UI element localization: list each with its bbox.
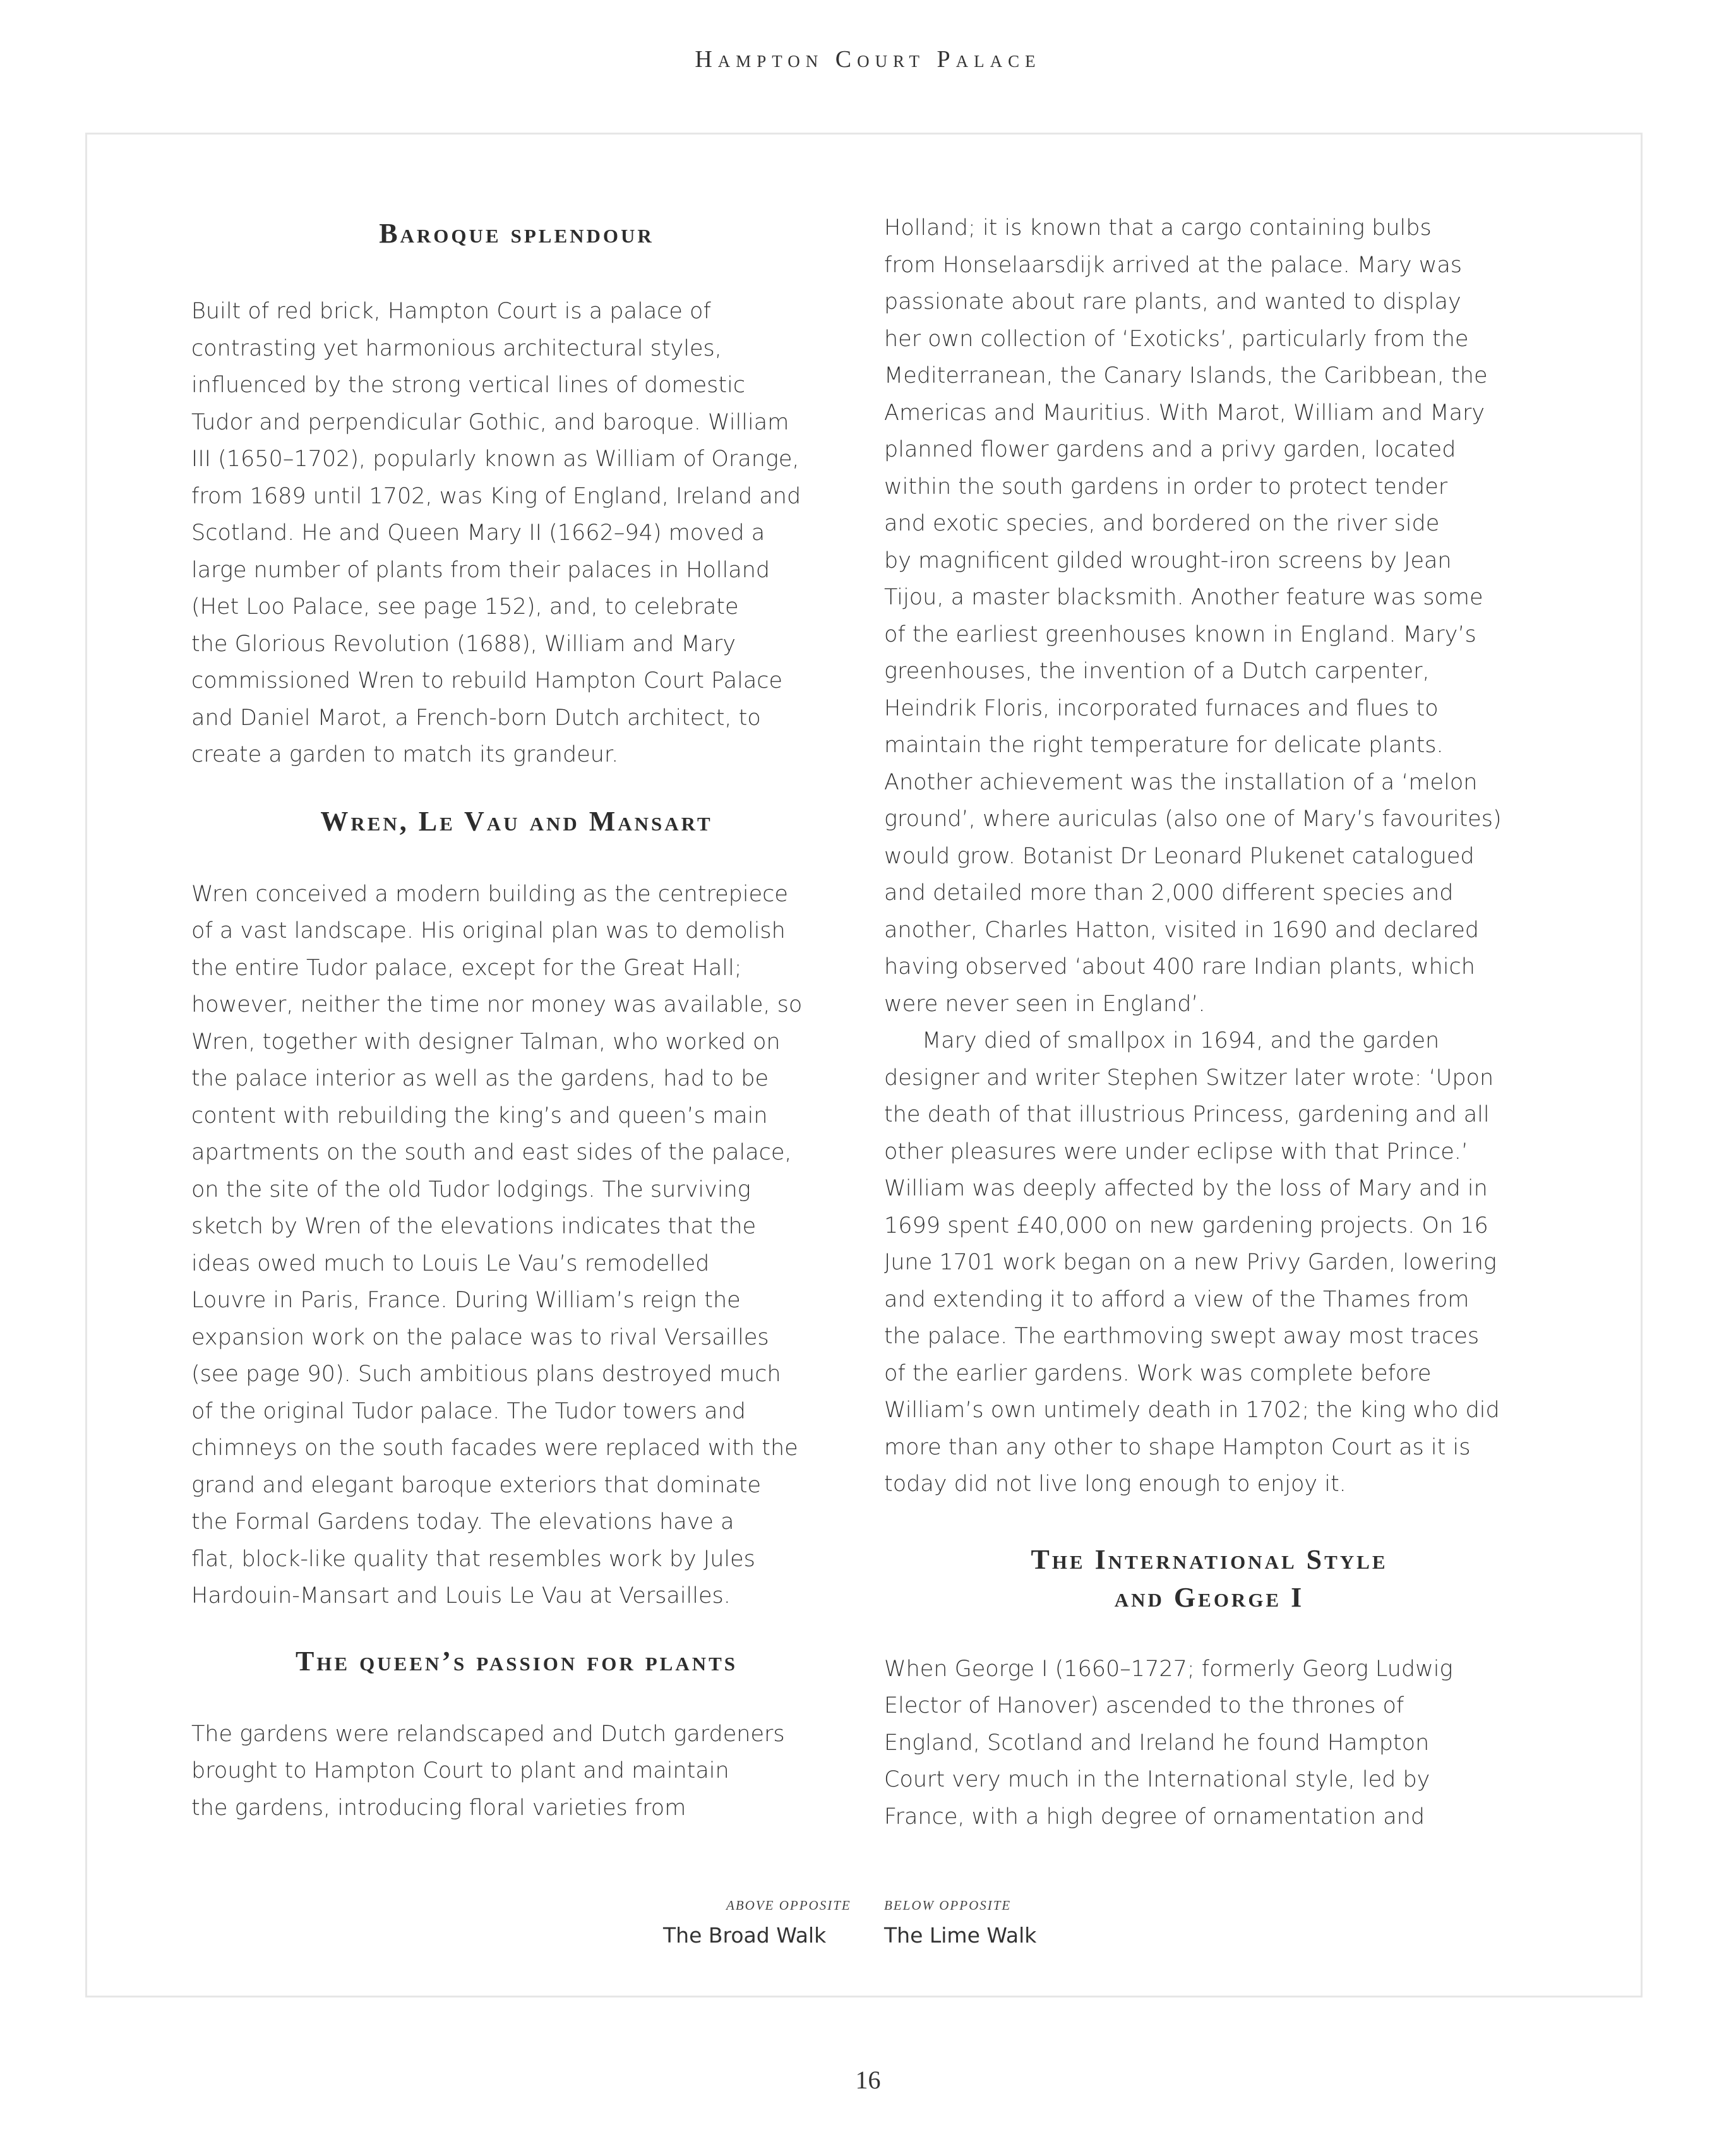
text-line: William’s own untimely death in 1702; the king who did <box>884 1398 1500 1423</box>
text-line: Mediterranean, the Canary Islands, the Caribbean, the <box>884 363 1488 388</box>
text-line: and extending it to afford a view of the Thames from <box>884 1286 1470 1312</box>
text-line: (see page 90). Such ambitious plans destroyed much <box>191 1362 781 1387</box>
text-line: however, neither the time nor money was available, so <box>191 992 803 1017</box>
section-heading-queens-passion: The queen’s passion for plants <box>295 1645 738 1677</box>
text-line: within the south gardens in order to protect tender <box>884 474 1448 500</box>
text-line: When George I (1660–1727; formerly Georg Ludwig <box>884 1656 1453 1682</box>
text-line: other pleasures were under eclipse with that Prince.’ <box>884 1139 1469 1165</box>
left-column <box>191 215 842 1826</box>
text-line: contrasting yet harmonious architectural styles, <box>191 335 722 361</box>
text-line: Built of red brick, Hampton Court is a palace of <box>191 299 711 324</box>
text-line: the death of that illustrious Princess, gardening and all <box>884 1102 1490 1127</box>
text-line: Holland; it is known that a cargo containing bulbs <box>884 215 1432 241</box>
text-line: and Daniel Marot, a French-born Dutch architect, to <box>191 705 761 731</box>
text-line: Tijou, a master blacksmith. Another feature was some <box>884 585 1483 610</box>
text-line: Elector of Hanover) ascended to the thrones of <box>884 1693 1404 1718</box>
text-line: the Glorious Revolution (1688), William and Mary <box>191 631 736 657</box>
caption-label-above-opposite: ABOVE OPPOSITE <box>726 1898 851 1913</box>
caption-text-broad-walk: The Broad Walk <box>663 1923 827 1948</box>
text-line: large number of plants from their palaces in Holland <box>191 557 770 583</box>
section-heading-baroque-splendour: Baroque splendour <box>379 218 654 249</box>
text-line: grand and elegant baroque exteriors that dominate <box>191 1472 762 1498</box>
text-line: chimneys on the south facades were replaced with the <box>191 1435 798 1461</box>
text-line: apartments on the south and east sides of the palace, <box>191 1140 792 1165</box>
text-line: her own collection of ‘Exoticks’, particularly from the <box>884 326 1469 352</box>
caption-text-lime-walk: The Lime Walk <box>884 1923 1037 1948</box>
text-line: Scotland. He and Queen Mary II (1662–94) moved a <box>191 520 765 546</box>
text-line: Louvre in Paris, France. During William’s reign the <box>191 1288 741 1313</box>
text-line: today did not live long enough to enjoy it. <box>884 1471 1346 1497</box>
text-line: Hardouin-Mansart and Louis Le Vau at Versailles. <box>191 1583 731 1608</box>
text-line: and exotic species, and bordered on the river side <box>884 511 1440 536</box>
text-line: create a garden to match its grandeur. <box>191 742 619 767</box>
text-line: sketch by Wren of the elevations indicates that the <box>191 1214 757 1239</box>
paragraph-gardens-continued <box>884 210 1535 1022</box>
text-line: of the original Tudor palace. The Tudor towers and <box>191 1398 746 1424</box>
text-line: the Formal Gardens today. The elevations have a <box>191 1509 734 1535</box>
text-line: from Honselaarsdijk arrived at the palace. Mary was <box>884 252 1463 278</box>
text-line: (Het Loo Palace, see page 152), and, to celebrate <box>191 594 739 620</box>
text-line: 1699 spent £40,000 on new gardening projects. On 16 <box>884 1213 1488 1238</box>
text-line: The gardens were relandscaped and Dutch gardeners <box>191 1721 785 1747</box>
text-line: England, Scotland and Ireland he found Hampton <box>884 1730 1430 1756</box>
text-line: would grow. Botanist Dr Leonard Plukenet catalogued <box>884 843 1475 869</box>
text-line: by magnificent gilded wrought-iron screens by Jean <box>884 548 1452 573</box>
paragraph-george-i <box>884 1651 1535 1836</box>
text-line: of the earliest greenhouses known in England. Mary’s <box>884 621 1476 647</box>
right-column <box>884 215 1535 1835</box>
text-line: designer and writer Stephen Switzer later wrote: ‘Upon <box>884 1065 1494 1091</box>
text-line: on the site of the old Tudor lodgings. The surviving <box>191 1177 751 1202</box>
text-line: William was deeply affected by the loss of Mary and in <box>884 1176 1488 1201</box>
text-line: June 1701 work began on a new Privy Garden, lowering <box>884 1250 1497 1275</box>
text-line: the entire Tudor palace, except for the Great Hall; <box>191 955 742 981</box>
text-line: the palace. The earthmoving swept away most traces <box>884 1324 1480 1349</box>
text-line: expansion work on the palace was to rival Versailles <box>191 1324 769 1350</box>
text-line: the palace interior as well as the gardens, had to be <box>191 1066 769 1091</box>
text-line: passionate about rare plants, and wanted to display <box>884 289 1461 314</box>
paragraph-baroque-splendour <box>191 293 842 774</box>
text-line: brought to Hampton Court to plant and maintain <box>191 1758 729 1783</box>
section-heading-international-style <box>884 1541 1535 1617</box>
text-line: Another achievement was the installation of a ‘melon <box>884 769 1478 795</box>
heading-line-2: and George I <box>1114 1581 1305 1613</box>
text-line: planned flower gardens and a privy garden, located <box>884 437 1456 462</box>
text-line: influenced by the strong vertical lines of domestic <box>191 373 746 398</box>
text-line: content with rebuilding the king’s and queen’s main <box>191 1103 768 1129</box>
text-line: more than any other to shape Hampton Court as it is <box>884 1434 1471 1460</box>
text-line: maintain the right temperature for delicate plants. <box>884 733 1444 758</box>
text-line: having observed ‘about 400 rare Indian plants, which <box>884 954 1475 979</box>
text-line: of the earlier gardens. Work was complete before <box>884 1360 1432 1386</box>
text-line: Court very much in the International style, led by <box>884 1767 1430 1792</box>
text-line: were never seen in England’. <box>884 991 1206 1017</box>
page-number: 16 <box>855 2066 881 2094</box>
text-line: the gardens, introducing floral varieties from <box>191 1795 686 1821</box>
text-line: Wren, together with designer Talman, who worked on <box>191 1029 781 1055</box>
text-line: Wren conceived a modern building as the centrepiece <box>191 881 788 907</box>
text-line: France, with a high degree of ornamentation and <box>884 1804 1425 1830</box>
text-line: III (1650–1702), popularly known as William of Orange, <box>191 446 799 472</box>
text-line: of a vast landscape. His original plan was to demolish <box>191 918 786 943</box>
paragraph-wren-le-vau-mansart <box>191 876 842 1615</box>
text-line: greenhouses, the invention of a Dutch carpenter, <box>884 659 1430 684</box>
paragraph-queens-passion <box>191 1716 842 1827</box>
heading-line-1: The International Style <box>1031 1543 1388 1575</box>
text-line: from 1689 until 1702, was King of England, Ireland and <box>191 483 801 509</box>
text-line: Americas and Mauritius. With Marot, William and Mary <box>884 400 1485 426</box>
text-line: commissioned Wren to rebuild Hampton Court Palace <box>191 668 783 693</box>
running-head: Hampton Court Palace <box>695 46 1041 73</box>
text-line: ground’, where auriculas (also one of Mary’s favourites) <box>884 806 1502 832</box>
text-line: and detailed more than 2,000 different species and <box>884 880 1454 906</box>
text-line: another, Charles Hatton, visited in 1690 and declared <box>884 917 1479 943</box>
text-line: Tudor and perpendicular Gothic, and baroque. William <box>191 409 789 435</box>
section-heading-wren-le-vau-mansart: Wren, Le Vau and Mansart <box>320 805 713 837</box>
text-line: ideas owed much to Louis Le Vau’s remodelled <box>191 1250 710 1276</box>
text-line: Heindrik Floris, incorporated furnaces and flues to <box>884 695 1439 721</box>
text-line: Mary died of smallpox in 1694, and the garden <box>922 1028 1440 1053</box>
text-line: flat, block-like quality that resembles work by Jules <box>191 1546 755 1572</box>
paragraph-mary-died <box>884 1022 1535 1503</box>
caption-label-below-opposite: BELOW OPPOSITE <box>884 1898 1012 1913</box>
